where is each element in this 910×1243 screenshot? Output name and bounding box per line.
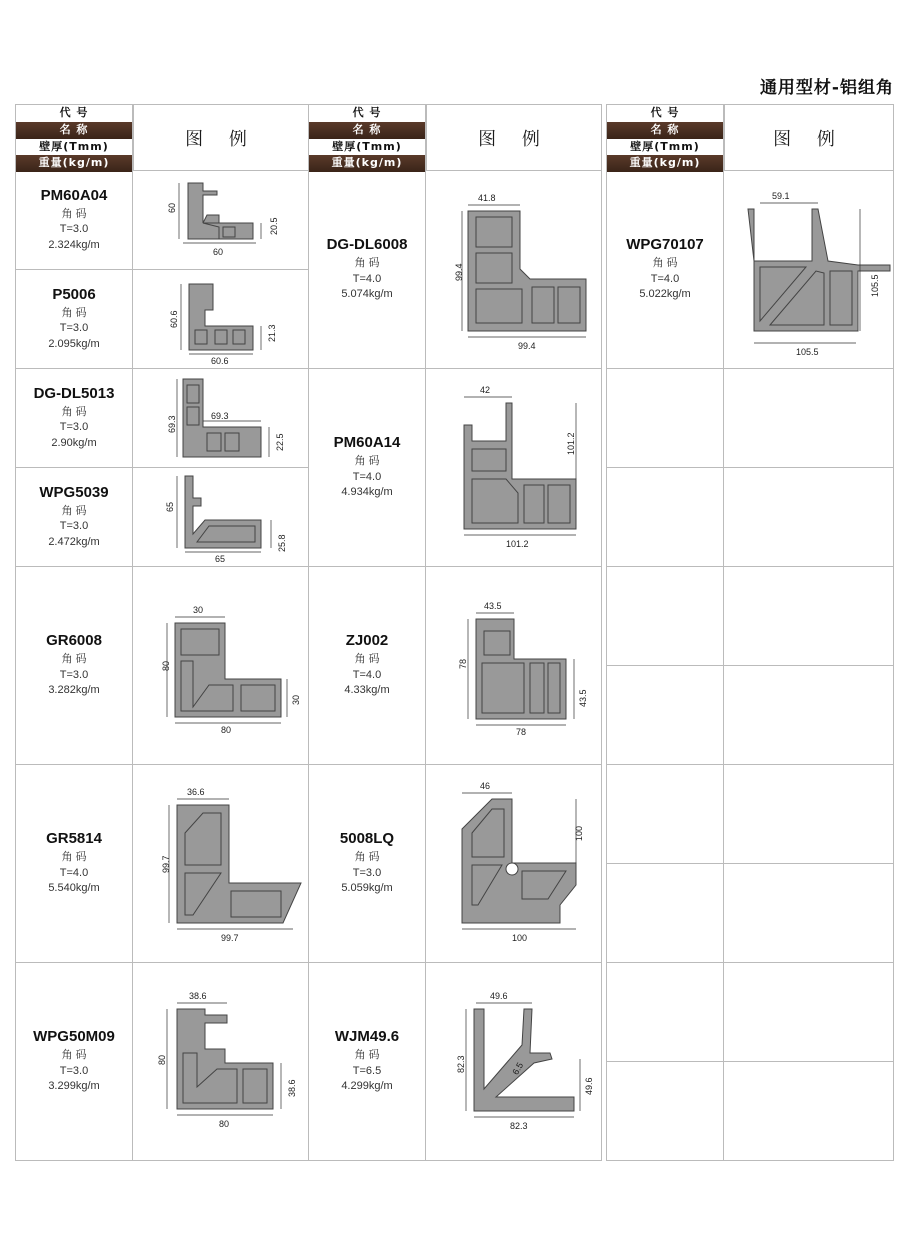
empty-row (606, 864, 894, 963)
profile-weight: 2.472kg/m (48, 535, 100, 548)
profile-name: 角 码 (61, 504, 87, 517)
dim-label: 99.4 (454, 263, 464, 281)
profile-drawing (133, 567, 309, 765)
table-row (15, 270, 309, 369)
profile-code: P5006 (52, 285, 96, 303)
profile-thickness: T=4.0 (650, 272, 680, 285)
table-row (15, 171, 309, 270)
empty-cell (724, 468, 894, 567)
dim-label: 99.7 (221, 933, 239, 943)
dim-label: 105.5 (796, 347, 819, 357)
profile-thickness: T=3.0 (59, 668, 89, 681)
profile-weight: 5.059kg/m (341, 882, 393, 895)
profile-weight: 3.282kg/m (48, 684, 100, 697)
profile-code: ZJ002 (345, 632, 389, 650)
dim-label: 99.7 (161, 855, 171, 873)
dim-label: 80 (161, 660, 171, 671)
header-weight: 重量(kg/m) (309, 155, 425, 172)
table-row (15, 567, 309, 765)
profile-drawing (426, 567, 602, 765)
profile-code: DG-DL5013 (33, 384, 115, 402)
dim-label: 100 (512, 933, 528, 943)
dim-label: 101.2 (566, 432, 576, 455)
profile-drawing (133, 765, 309, 963)
dim-label: 99.4 (518, 341, 536, 351)
empty-cell (724, 963, 894, 1062)
header-thickness: 壁厚(Tmm) (607, 139, 723, 156)
dim-label: 21.3 (267, 324, 277, 342)
profile-name: 角 码 (61, 653, 87, 666)
profile-thickness: T=3.0 (352, 866, 382, 879)
dim-label: 105.5 (870, 274, 880, 297)
dim-label: 60 (167, 202, 177, 213)
header-labels (308, 104, 426, 171)
page-title: 通用型材-铝组角 (759, 78, 894, 98)
dim-label: 49.6 (490, 991, 508, 1001)
profile-drawing (133, 171, 309, 270)
dim-label: 82.3 (456, 1055, 466, 1073)
header-code: 代 号 (309, 105, 425, 122)
dim-label: 42 (480, 385, 491, 395)
dim-label: 59.1 (772, 191, 790, 201)
profile-code: WPG50M09 (33, 1028, 115, 1046)
table-row (308, 567, 602, 765)
profile-code: GR6008 (46, 632, 102, 650)
dim-label: 36.6 (187, 787, 205, 797)
dim-label: 100 (574, 825, 584, 841)
dim-label: 82.3 (510, 1121, 528, 1131)
empty-cell (606, 864, 724, 963)
empty-cell (724, 666, 894, 765)
profile-weight: 3.299kg/m (48, 1080, 100, 1093)
header-code: 代 号 (16, 105, 132, 122)
dim-label: 78 (516, 727, 527, 737)
profile-drawing (133, 963, 309, 1161)
empty-row (606, 1062, 894, 1161)
profile-thickness: T=4.0 (352, 668, 382, 681)
column-2 (308, 104, 602, 1162)
profile-info (606, 171, 724, 369)
empty-cell (606, 963, 724, 1062)
header-labels (606, 104, 724, 171)
profile-weight: 2.095kg/m (48, 337, 100, 350)
empty-row (606, 765, 894, 864)
profile-name: 角 码 (354, 455, 380, 468)
dim-label: 101.2 (506, 539, 529, 549)
profile-drawing (426, 765, 602, 963)
dim-label: 49.6 (584, 1077, 594, 1095)
empty-cell (606, 765, 724, 864)
dim-label: 60.6 (169, 310, 179, 328)
table-row (15, 765, 309, 963)
profile-thickness: T=3.0 (59, 1064, 89, 1077)
dim-label: 80 (157, 1054, 167, 1065)
profile-code: PM60A14 (333, 434, 401, 452)
profile-thickness: T=3.0 (59, 322, 89, 335)
empty-row (606, 567, 894, 666)
empty-cell (606, 1062, 724, 1161)
profile-name: 角 码 (61, 405, 87, 418)
profile-thickness: T=4.0 (352, 272, 382, 285)
header-name: 名 称 (607, 122, 723, 139)
table-row (606, 171, 894, 369)
profile-name: 角 码 (61, 207, 87, 220)
profile-thickness: T=3.0 (59, 520, 89, 533)
dim-label: 20.5 (269, 217, 279, 235)
empty-row (606, 369, 894, 468)
profile-thickness: T=4.0 (59, 866, 89, 879)
dim-label: 22.5 (275, 433, 285, 451)
profile-info (15, 963, 133, 1161)
profile-info (15, 765, 133, 963)
header-weight: 重量(kg/m) (16, 155, 132, 172)
empty-cell (606, 666, 724, 765)
dim-label: 78 (458, 658, 468, 669)
profile-name: 角 码 (61, 851, 87, 864)
empty-cell (724, 1062, 894, 1161)
profile-thickness: T=3.0 (59, 421, 89, 434)
table-row (308, 765, 602, 963)
dim-label: 65 (215, 554, 226, 564)
profile-drawing (426, 171, 602, 369)
dim-label: 69.3 (167, 415, 177, 433)
empty-row (606, 666, 894, 765)
dim-label: 43.5 (484, 601, 502, 611)
header-code: 代 号 (607, 105, 723, 122)
dim-label: 25.8 (277, 534, 287, 552)
header-thickness: 壁厚(Tmm) (309, 139, 425, 156)
column-3 (606, 104, 894, 1162)
profile-info (308, 567, 426, 765)
profile-info (15, 567, 133, 765)
profile-code: GR5814 (46, 830, 102, 848)
profile-info (15, 171, 133, 270)
table-row (15, 468, 309, 567)
header-legend: 图 例 (426, 104, 602, 171)
dim-label: 60.6 (211, 356, 229, 366)
dim-label: 6.5 (510, 1060, 526, 1077)
profile-drawing (133, 468, 309, 567)
table-row (308, 369, 602, 567)
profile-thickness: T=6.5 (352, 1064, 382, 1077)
profile-drawing (724, 171, 894, 369)
header-name: 名 称 (309, 122, 425, 139)
profile-drawing (133, 270, 309, 369)
profile-weight: 5.022kg/m (639, 288, 691, 301)
dim-label: 43.5 (578, 689, 588, 707)
profile-weight: 4.934kg/m (341, 486, 393, 499)
profile-weight: 5.074kg/m (341, 288, 393, 301)
profile-code: 5008LQ (339, 830, 395, 848)
dim-label: 30 (291, 694, 301, 705)
dim-label: 41.8 (478, 193, 496, 203)
dim-label: 60 (213, 247, 224, 257)
profile-weight: 5.540kg/m (48, 882, 100, 895)
profile-name: 角 码 (61, 1049, 87, 1062)
empty-cell (606, 369, 724, 468)
dim-label: 80 (219, 1119, 230, 1129)
empty-cell (606, 567, 724, 666)
profile-info (15, 369, 133, 468)
column-1 (15, 104, 309, 1162)
header-weight: 重量(kg/m) (607, 155, 723, 172)
dim-label: 65 (165, 501, 175, 512)
profile-name: 角 码 (354, 1049, 380, 1062)
table-row (308, 963, 602, 1161)
header-legend: 图 例 (724, 104, 894, 171)
profile-code: PM60A04 (40, 186, 108, 204)
profile-info (308, 171, 426, 369)
profile-drawing (133, 369, 309, 468)
table-row (15, 963, 309, 1161)
profile-info (308, 963, 426, 1161)
profile-info (308, 765, 426, 963)
profile-name: 角 码 (61, 306, 87, 319)
header-thickness: 壁厚(Tmm) (16, 139, 132, 156)
empty-cell (606, 468, 724, 567)
empty-cell (724, 567, 894, 666)
table-row (308, 171, 602, 369)
profile-name: 角 码 (354, 851, 380, 864)
empty-cell (724, 369, 894, 468)
profile-weight: 2.90kg/m (51, 436, 97, 449)
header-legend: 图 例 (133, 104, 309, 171)
profile-weight: 4.299kg/m (341, 1080, 393, 1093)
empty-row (606, 468, 894, 567)
table-row (15, 369, 309, 468)
dim-label: 38.6 (189, 991, 207, 1001)
profile-code: WPG5039 (39, 483, 109, 501)
header-name: 名 称 (16, 122, 132, 139)
profile-drawing (426, 963, 602, 1161)
profile-weight: 4.33kg/m (344, 684, 390, 697)
dim-label: 69.3 (211, 411, 229, 421)
profile-info (15, 468, 133, 567)
dim-label: 46 (480, 781, 491, 791)
empty-cell (724, 765, 894, 864)
profile-code: WPG70107 (626, 236, 704, 254)
profile-drawing (426, 369, 602, 567)
profile-code: DG-DL6008 (326, 236, 408, 254)
profile-name: 角 码 (652, 257, 678, 270)
profile-name: 角 码 (354, 653, 380, 666)
profile-info (308, 369, 426, 567)
empty-row (606, 963, 894, 1062)
profile-weight: 2.324kg/m (48, 238, 100, 251)
profile-thickness: T=3.0 (59, 223, 89, 236)
profile-info (15, 270, 133, 369)
empty-cell (724, 864, 894, 963)
profile-name: 角 码 (354, 257, 380, 270)
dim-label: 38.6 (287, 1079, 297, 1097)
profile-thickness: T=4.0 (352, 470, 382, 483)
profile-code: WJM49.6 (334, 1028, 400, 1046)
dim-label: 80 (221, 725, 232, 735)
dim-label: 30 (193, 605, 204, 615)
header-labels (15, 104, 133, 171)
